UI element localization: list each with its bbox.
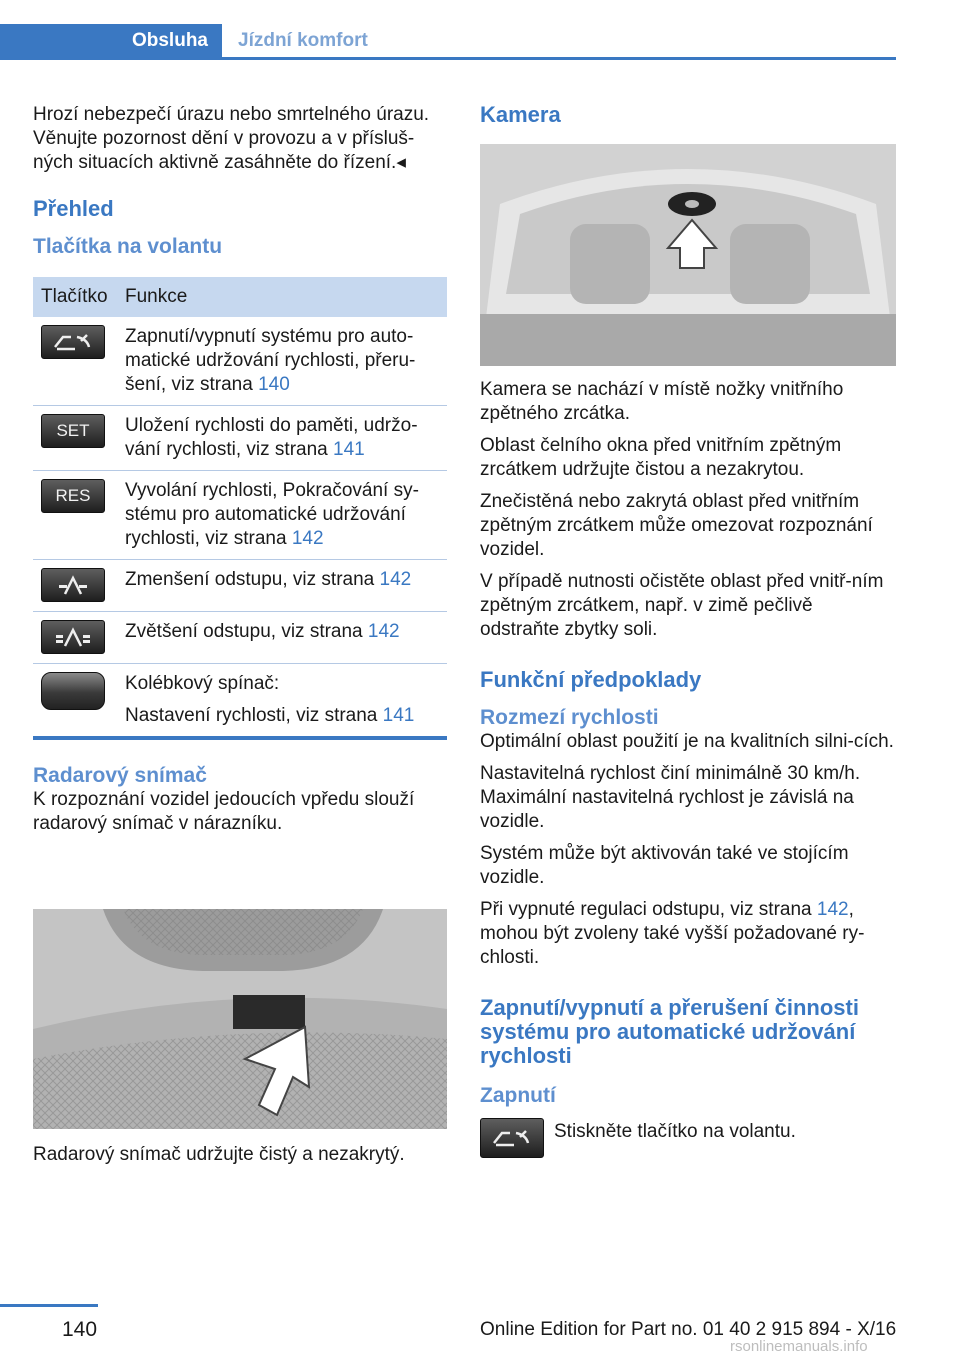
table-row: [33, 317, 447, 406]
section-title-prehled: Přehled: [33, 196, 114, 221]
camera-title: Kamera: [480, 102, 561, 127]
button-cell: [33, 406, 117, 471]
distance-increase-icon: [41, 620, 105, 654]
cruise-control-icon: [41, 325, 105, 359]
cruise-control-icon: [480, 1118, 544, 1158]
tab-jizdni-komfort[interactable]: [222, 24, 896, 60]
function-text: Zapnutí/vypnutí systému pro auto-matické udržování rychlosti, přeru-šení, viz strana: [125, 326, 416, 395]
function-text: Uložení rychlosti do paměti, udržo-vání rychlosti, viz strana: [125, 415, 418, 460]
speed-range-title: Rozmezí rychlosti: [480, 706, 659, 729]
button-cell: [33, 612, 117, 664]
function-cell: [117, 612, 447, 664]
table-row: [33, 471, 447, 560]
speed-text-4a: Při vypnuté regulaci odstupu, viz strana: [480, 899, 817, 920]
page-link[interactable]: 140: [258, 374, 290, 395]
radar-text: K rozpoznání vozidel jedoucích vpředu slouží radarový snímač v nárazníku.: [33, 789, 415, 834]
set-icon: SET: [41, 414, 105, 448]
page-link[interactable]: 142: [291, 528, 324, 549]
table-row: [33, 560, 447, 612]
camera-text-4: V případě nutnosti očistěte oblast před vnitř-ním zpětným zrcátkem, např. v zimě pečlivě odstraňte zbytky soli.: [480, 571, 884, 640]
tab-obsluha-label: Obsluha: [131, 30, 208, 51]
onoff-title: Zapnutí/vypnutí a přerušení činnosti systému pro automatické udržování rychlosti: [480, 995, 859, 1068]
watermark: rsonlinemanuals.info: [730, 1338, 868, 1355]
radar-title: Radarový snímač: [33, 764, 207, 787]
right-column: [480, 103, 896, 127]
button-cell: [33, 560, 117, 612]
page-link[interactable]: 142: [367, 621, 400, 642]
function-cell: [117, 317, 447, 406]
tab-jizdni-komfort-label: Jízdní komfort: [238, 30, 368, 51]
on-title: Zapnutí: [480, 1084, 556, 1107]
camera-image: [480, 144, 896, 366]
function-text: Kolébkový spínač:: [125, 673, 280, 694]
edition-text: Online Edition for Part no. 01 40 2 915 894 - X/16: [480, 1319, 897, 1340]
page-link[interactable]: 142: [379, 569, 412, 590]
page-link[interactable]: 141: [333, 439, 365, 460]
left-column: [33, 103, 447, 844]
func-prereq-title: Funkční předpoklady: [480, 667, 702, 692]
camera-text-2: Oblast čelního okna před vnitřním zpětným zrcátkem udržujte čistou a nezakrytou.: [480, 435, 842, 480]
subsection-title-tlacitka: Tlačítka na volantu: [33, 235, 223, 258]
steering-wheel-buttons-table: [33, 277, 447, 740]
function-cell: [117, 560, 447, 612]
right-column-text: [480, 378, 896, 1158]
on-instruction: [480, 1118, 896, 1158]
speed-text-2: Nastavitelná rychlost činí minimálně 30 km/h. Maximální nastavitelná rychlost je závislá na vozidle.: [480, 763, 861, 832]
function-cell: [117, 664, 447, 739]
res-icon: RES: [41, 479, 105, 513]
button-cell: [33, 471, 117, 560]
header-tabs: [0, 24, 896, 60]
speed-text-4b: , mohou být zvoleny také vyšší požadované ry-chlosti.: [480, 899, 865, 968]
radar-caption-block: [33, 1143, 447, 1175]
column-header-function: Funkce: [117, 277, 447, 317]
speed-text-1: Optimální oblast použití je na kvalitních silni-cích.: [480, 731, 894, 752]
function-cell: [117, 406, 447, 471]
on-text: Stiskněte tlačítko na volantu.: [554, 1121, 796, 1142]
column-header-button: Tlačítko: [33, 277, 117, 317]
page-link[interactable]: 141: [382, 705, 415, 726]
table-row: [33, 664, 447, 739]
function-text-2: Nastavení rychlosti, viz strana: [125, 705, 383, 726]
camera-text-1: Kamera se nachází v místě nožky vnitřního zpětného zrcátka.: [480, 379, 844, 424]
speed-text-4: [480, 898, 896, 970]
function-text: Zmenšení odstupu, viz strana: [125, 569, 380, 590]
function-text: Zvětšení odstupu, viz strana: [125, 621, 368, 642]
rocker-switch-icon: [41, 672, 105, 710]
table-header: [33, 277, 447, 317]
speed-text-3: Systém může být aktivován také ve stojícím vozidle.: [480, 843, 849, 888]
function-cell: [117, 471, 447, 560]
page-number: 140: [62, 1318, 98, 1341]
radar-caption: Radarový snímač udržujte čistý a nezakrytý.: [33, 1144, 405, 1165]
table-row: [33, 612, 447, 664]
footer-rule: [0, 1304, 98, 1307]
page-link[interactable]: 142: [816, 899, 849, 920]
button-cell: [33, 664, 117, 739]
distance-decrease-icon: [41, 568, 105, 602]
tab-obsluha[interactable]: [0, 24, 222, 60]
function-text: Vyvolání rychlosti, Pokračování sy-stému pro automatické udržování rychlosti, viz strana: [125, 480, 419, 549]
radar-sensor-image: [33, 909, 447, 1129]
camera-text-3: Znečistěná nebo zakrytá oblast před vnitřním zpětným zrcátkem může omezovat rozpoznání vozidel.: [480, 491, 873, 560]
button-cell: [33, 317, 117, 406]
warning-text: Hrozí nebezpečí úrazu nebo smrtelného úrazu. Věnujte pozornost dění v provozu a v přísluš-ných situacích aktivně zasáhněte do řízení.◂: [33, 104, 430, 173]
table-row: [33, 406, 447, 471]
